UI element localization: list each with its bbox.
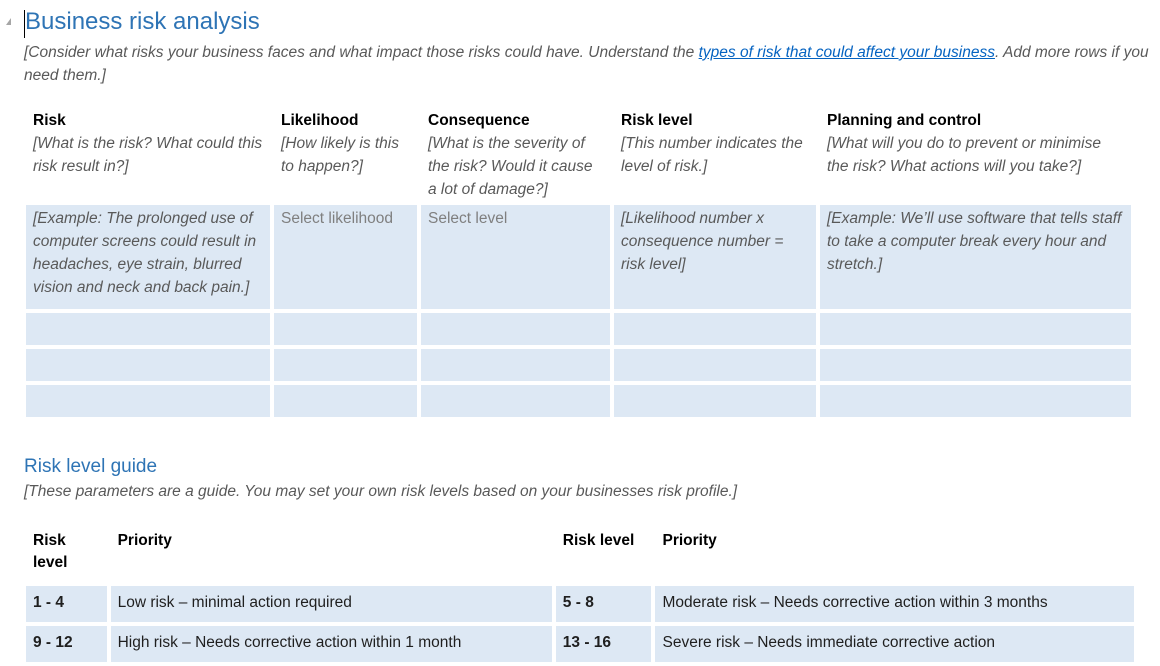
header-planning-label: Planning and control bbox=[827, 112, 982, 129]
risk-empty-row bbox=[26, 313, 1131, 345]
header-likelihood[interactable] bbox=[274, 107, 417, 201]
risk-analysis-table bbox=[22, 103, 1135, 421]
risk-empty-row bbox=[26, 385, 1131, 417]
empty-cell[interactable] bbox=[26, 349, 270, 381]
empty-cell[interactable] bbox=[421, 385, 610, 417]
empty-cell[interactable] bbox=[820, 313, 1131, 345]
empty-cell[interactable] bbox=[274, 349, 417, 381]
header-planning-hint: [What will you do to prevent or minimise the risk? What actions will you take?] bbox=[827, 135, 1101, 175]
guide-priority-cell[interactable]: High risk – Needs corrective action within 1 month bbox=[111, 626, 552, 662]
empty-cell[interactable] bbox=[274, 313, 417, 345]
risk-level-guide-note[interactable]: [These parameters are a guide. You may set your own risk levels based on your businesses risk profile.] bbox=[24, 483, 738, 500]
header-planning[interactable] bbox=[820, 107, 1131, 201]
header-risk-label: Risk bbox=[33, 112, 66, 129]
risk-empty-row bbox=[26, 349, 1131, 381]
guide-header-priority-left[interactable]: Priority bbox=[117, 532, 172, 549]
guide-level-cell[interactable]: 5 - 8 bbox=[556, 586, 652, 622]
empty-cell[interactable] bbox=[614, 313, 816, 345]
risk-example-row bbox=[26, 205, 1131, 309]
header-consequence-label: Consequence bbox=[428, 112, 530, 129]
empty-cell[interactable] bbox=[820, 349, 1131, 381]
header-likelihood-hint: [How likely is this to happen?] bbox=[281, 135, 399, 175]
empty-cell[interactable] bbox=[26, 385, 270, 417]
intro-paragraph[interactable] bbox=[24, 41, 1149, 87]
header-risk-level-label: Risk level bbox=[621, 112, 693, 129]
guide-header-level-right[interactable]: Risk level bbox=[562, 532, 635, 549]
example-risk-cell[interactable]: [Example: The prolonged use of computer screens could result in headaches, eye strain, blurred vision and neck and back pain.] bbox=[26, 205, 270, 309]
header-consequence[interactable] bbox=[421, 107, 610, 201]
guide-priority-cell[interactable]: Low risk – minimal action required bbox=[111, 586, 552, 622]
header-risk-level[interactable] bbox=[614, 107, 816, 201]
guide-row bbox=[26, 626, 1134, 662]
header-consequence-hint: [What is the severity of the risk? Would it cause a lot of damage?] bbox=[428, 135, 593, 198]
guide-header-priority-right[interactable]: Priority bbox=[662, 532, 717, 549]
empty-cell[interactable] bbox=[614, 385, 816, 417]
consequence-dropdown[interactable]: Select level bbox=[421, 205, 610, 309]
guide-level-cell[interactable]: 1 - 4 bbox=[26, 586, 107, 622]
empty-cell[interactable] bbox=[421, 313, 610, 345]
risk-level-guide-heading[interactable]: Risk level guide bbox=[24, 456, 158, 477]
guide-priority-cell[interactable]: Moderate risk – Needs corrective action within 3 months bbox=[655, 586, 1134, 622]
guide-level-cell[interactable]: 13 - 16 bbox=[556, 626, 652, 662]
header-likelihood-label: Likelihood bbox=[281, 112, 359, 129]
risk-types-link[interactable]: types of risk that could affect your business bbox=[698, 44, 995, 61]
empty-cell[interactable] bbox=[820, 385, 1131, 417]
empty-cell[interactable] bbox=[421, 349, 610, 381]
guide-row bbox=[26, 586, 1134, 622]
empty-cell[interactable] bbox=[26, 313, 270, 345]
header-risk[interactable] bbox=[26, 107, 270, 201]
example-planning-cell[interactable]: [Example: We’ll use software that tells staff to take a computer break every hour and stretch.] bbox=[820, 205, 1131, 309]
guide-priority-cell[interactable]: Severe risk – Needs immediate corrective action bbox=[655, 626, 1134, 662]
likelihood-dropdown[interactable]: Select likelihood bbox=[274, 205, 417, 309]
guide-level-cell[interactable]: 9 - 12 bbox=[26, 626, 107, 662]
document-title[interactable]: Business risk analysis bbox=[25, 8, 260, 35]
example-risk-level-cell[interactable]: [Likelihood number x consequence number = risk level] bbox=[614, 205, 816, 309]
risk-table-header-row bbox=[26, 107, 1131, 201]
empty-cell[interactable] bbox=[614, 349, 816, 381]
intro-text-end: . Add more rows if you need them.] bbox=[24, 44, 1149, 84]
header-risk-hint: [What is the risk? What could this risk result in?] bbox=[33, 135, 263, 175]
guide-header-row bbox=[26, 524, 1134, 582]
collapse-heading-icon[interactable] bbox=[6, 18, 11, 25]
empty-cell[interactable] bbox=[274, 385, 417, 417]
intro-text-start: [Consider what risks your business faces and what impact those risks could have. Understand the bbox=[24, 44, 699, 61]
guide-header-level-left[interactable]: Risk level bbox=[33, 532, 68, 571]
risk-level-guide-table bbox=[22, 520, 1138, 666]
header-risk-level-hint: [This number indicates the level of risk.] bbox=[621, 135, 803, 175]
